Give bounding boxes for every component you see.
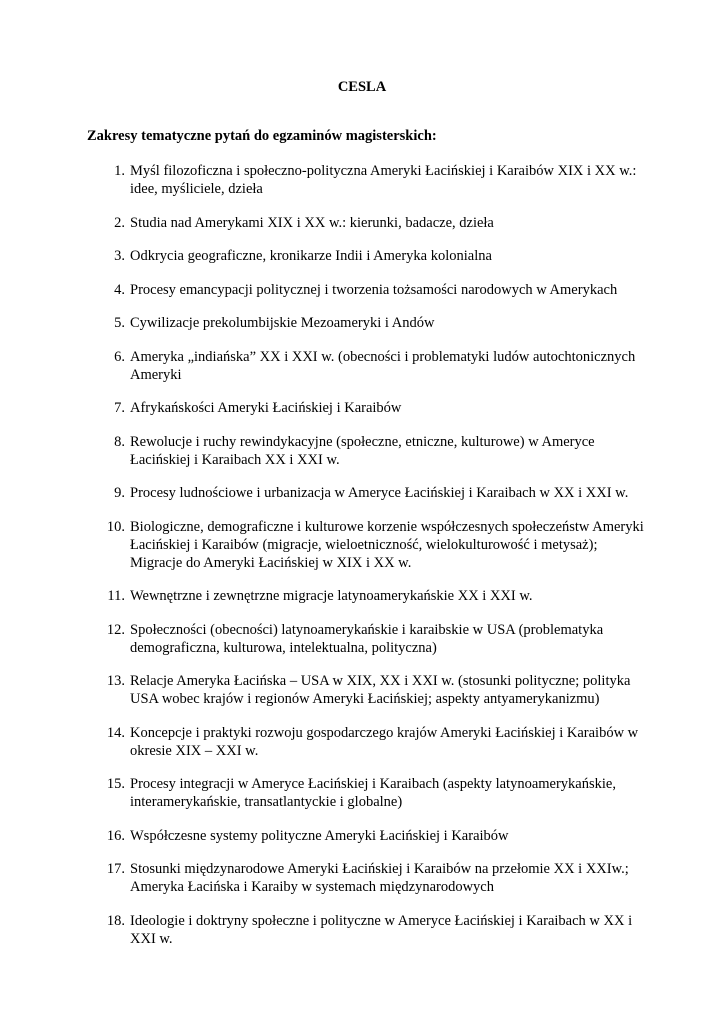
list-item-text: Stosunki międzynarodowe Ameryki Łacińskiej i Karaibów na przełomie XX i XXIw.; Ameryka Łacińska i Karaiby w systemach międzynarodowych — [130, 861, 629, 895]
list-item-number: 12. — [106, 621, 125, 638]
list-item — [0, 672, 724, 708]
list-item — [0, 518, 724, 572]
list-item-number: 1. — [114, 163, 125, 179]
list-item-text: Wewnętrzne i zewnętrzne migracje latynoamerykańskie XX i XXI w. — [130, 588, 533, 604]
list-item-number: 3. — [114, 248, 125, 264]
list-item-number: 6. — [114, 348, 125, 365]
list-item-text: Odkrycia geograficzne, kronikarze Indii i Ameryka kolonialna — [130, 248, 492, 264]
list-item-text: Ameryka „indiańska” XX i XXI w. (obecności i problematyki ludów autochtonicznych Ameryki — [130, 348, 636, 383]
list-item-number: 16. — [106, 827, 125, 844]
list-item — [0, 281, 724, 299]
list-item-number: 7. — [114, 400, 125, 416]
list-item — [0, 621, 724, 657]
list-item-number: 9. — [114, 485, 125, 501]
list-item — [0, 162, 724, 198]
list-item — [0, 214, 724, 232]
list-item-number: 13. — [106, 673, 125, 689]
list-item-number: 5. — [114, 315, 125, 331]
list-item — [0, 827, 724, 845]
list-item-text: Rewolucje i ruchy rewindykacyjne (społeczne, etniczne, kulturowe) w Ameryce Łacińskiej i Karaibach XX i XXI w. — [130, 433, 595, 468]
list-item — [0, 724, 724, 760]
list-item-number: 8. — [114, 433, 125, 450]
list-item-text: Myśl filozoficzna i społeczno-polityczna Ameryki Łacińskiej i Karaibów XIX i XX w.: idee, myśliciele, dzieła — [130, 163, 637, 197]
document-title: CESLA — [337, 79, 387, 95]
list-item-text: Ideologie i doktryny społeczne i polityczne w Ameryce Łacińskiej i Karaibach w XX i XXI w. — [130, 912, 633, 947]
list-item — [0, 484, 724, 502]
list-item-text: Biologiczne, demograficzne i kulturowe korzenie współczesnych społeczeństw Ameryki Łacińskiej i Karaibów (migracje, wieloetniczność, wielokulturowość i metysaż); Migracje do Ameryki Łacińskiej w XIX i XX w. — [130, 518, 644, 571]
list-item-text: Relacje Ameryka Łacińska – USA w XIX, XX i XXI w. (stosunki polityczne; polityka USA wobec krajów i regionów Ameryki Łacińskiej; aspekty antyamerykanizmu) — [130, 673, 631, 707]
list-item — [0, 314, 724, 332]
list-item — [0, 587, 724, 605]
list-item-number: 10. — [106, 518, 125, 535]
list-item-number: 17. — [106, 861, 125, 877]
list-item — [0, 433, 724, 469]
list-item-text: Procesy ludnościowe i urbanizacja w Ameryce Łacińskiej i Karaibach w XX i XXI w. — [130, 485, 629, 501]
list-item-text: Społeczności (obecności) latynoamerykańskie i karaibskie w USA (problematyka demograficzna, kulturowa, intelektualna, polityczna) — [130, 621, 604, 656]
document-subtitle: Zakresy tematyczne pytań do egzaminów magisterskich: — [87, 128, 437, 144]
list-item-text: Studia nad Amerykami XIX i XX w.: kierunki, badacze, dzieła — [130, 214, 494, 231]
list-item — [0, 860, 724, 896]
list-item-text: Procesy emancypacji politycznej i tworzenia tożsamości narodowych w Amerykach — [130, 281, 618, 298]
list-item-text: Koncepcje i praktyki rozwoju gospodarczego krajów Ameryki Łacińskiej i Karaibów w okresie XIX – XXI w. — [130, 724, 639, 759]
list-item — [0, 348, 724, 384]
list-item-text: Afrykańskości Ameryki Łacińskiej i Karaibów — [130, 400, 402, 416]
list-item — [0, 399, 724, 417]
list-item-text: Procesy integracji w Ameryce Łacińskiej i Karaibach (aspekty latynoamerykańskie, interamerykańskie, transatlantyckie i globalne) — [130, 776, 616, 810]
list-item-number: 4. — [114, 281, 125, 298]
list-item-number: 15. — [106, 776, 125, 792]
list-item-number: 18. — [106, 912, 125, 929]
list-item-number: 2. — [114, 214, 125, 231]
topic-list — [0, 162, 724, 963]
list-item-text: Cywilizacje prekolumbijskie Mezoameryki i Andów — [130, 315, 435, 331]
list-item-number: 14. — [106, 724, 125, 741]
list-item-number: 11. — [107, 588, 125, 604]
list-item — [0, 775, 724, 811]
list-item — [0, 247, 724, 265]
list-item-text: Współczesne systemy polityczne Ameryki Łacińskiej i Karaibów — [130, 827, 509, 844]
list-item — [0, 912, 724, 948]
